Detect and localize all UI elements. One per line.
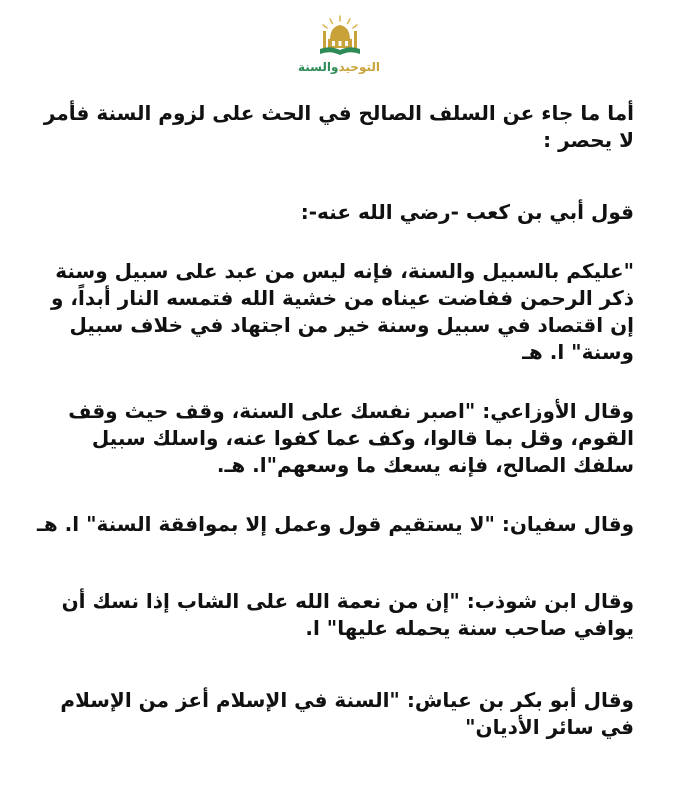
spacer [36,154,634,199]
ubayy-quote: "عليكم بالسبيل والسنة، فإنه ليس من عبد على سبيل وسنة ذكر الرحمن ففاضت عيناه من خشية الله فتمسه النار أبداً، و إن اقتصاد في سبيل وسنة خير من اجتهاد في خلاف سبيل وسنة" ا. هـ [51,259,634,364]
ubayy-heading: قول أبي بن كعب -رضي الله عنه-: [300,200,634,224]
logo-text-part2: والسنة [298,60,339,74]
spacer [36,226,634,258]
spacer [36,538,634,588]
spacer [36,366,634,398]
intro-paragraph: أما ما جاء عن السلف الصالح في الحث على لزوم السنة فأمر لا يحصر : [43,101,634,152]
spacer [36,479,634,511]
mosque-book-icon [316,14,364,60]
shawdhab-quote: وقال ابن شوذب: "إن من نعمة الله على الشاب إذا نسك أن يوافي صاحب سنة يحمله عليها" ا. [61,589,634,640]
site-logo [300,14,380,84]
awzai-quote: وقال الأوزاعي: "اصبر نفسك على السنة، وقف حيث وقف القوم، وقل بما قالوا، وكف عما كفوا عنه، واسلك سبيل سلفك الصالح، فإنه يسعك ما وسعهم"ا. هـ. [68,399,634,477]
sufyan-quote: وقال سفيان: "لا يستقيم قول وعمل إلا بموافقة السنة" ا. هـ [36,512,634,536]
ayyash-quote: وقال أبو بكر بن عياش: "السنة في الإسلام أعز من الإسلام في سائر الأديان" [60,688,634,739]
logo-text [300,60,380,74]
article-body [36,100,634,741]
logo-text-part1: التوحيد [338,60,380,74]
spacer [36,642,634,687]
